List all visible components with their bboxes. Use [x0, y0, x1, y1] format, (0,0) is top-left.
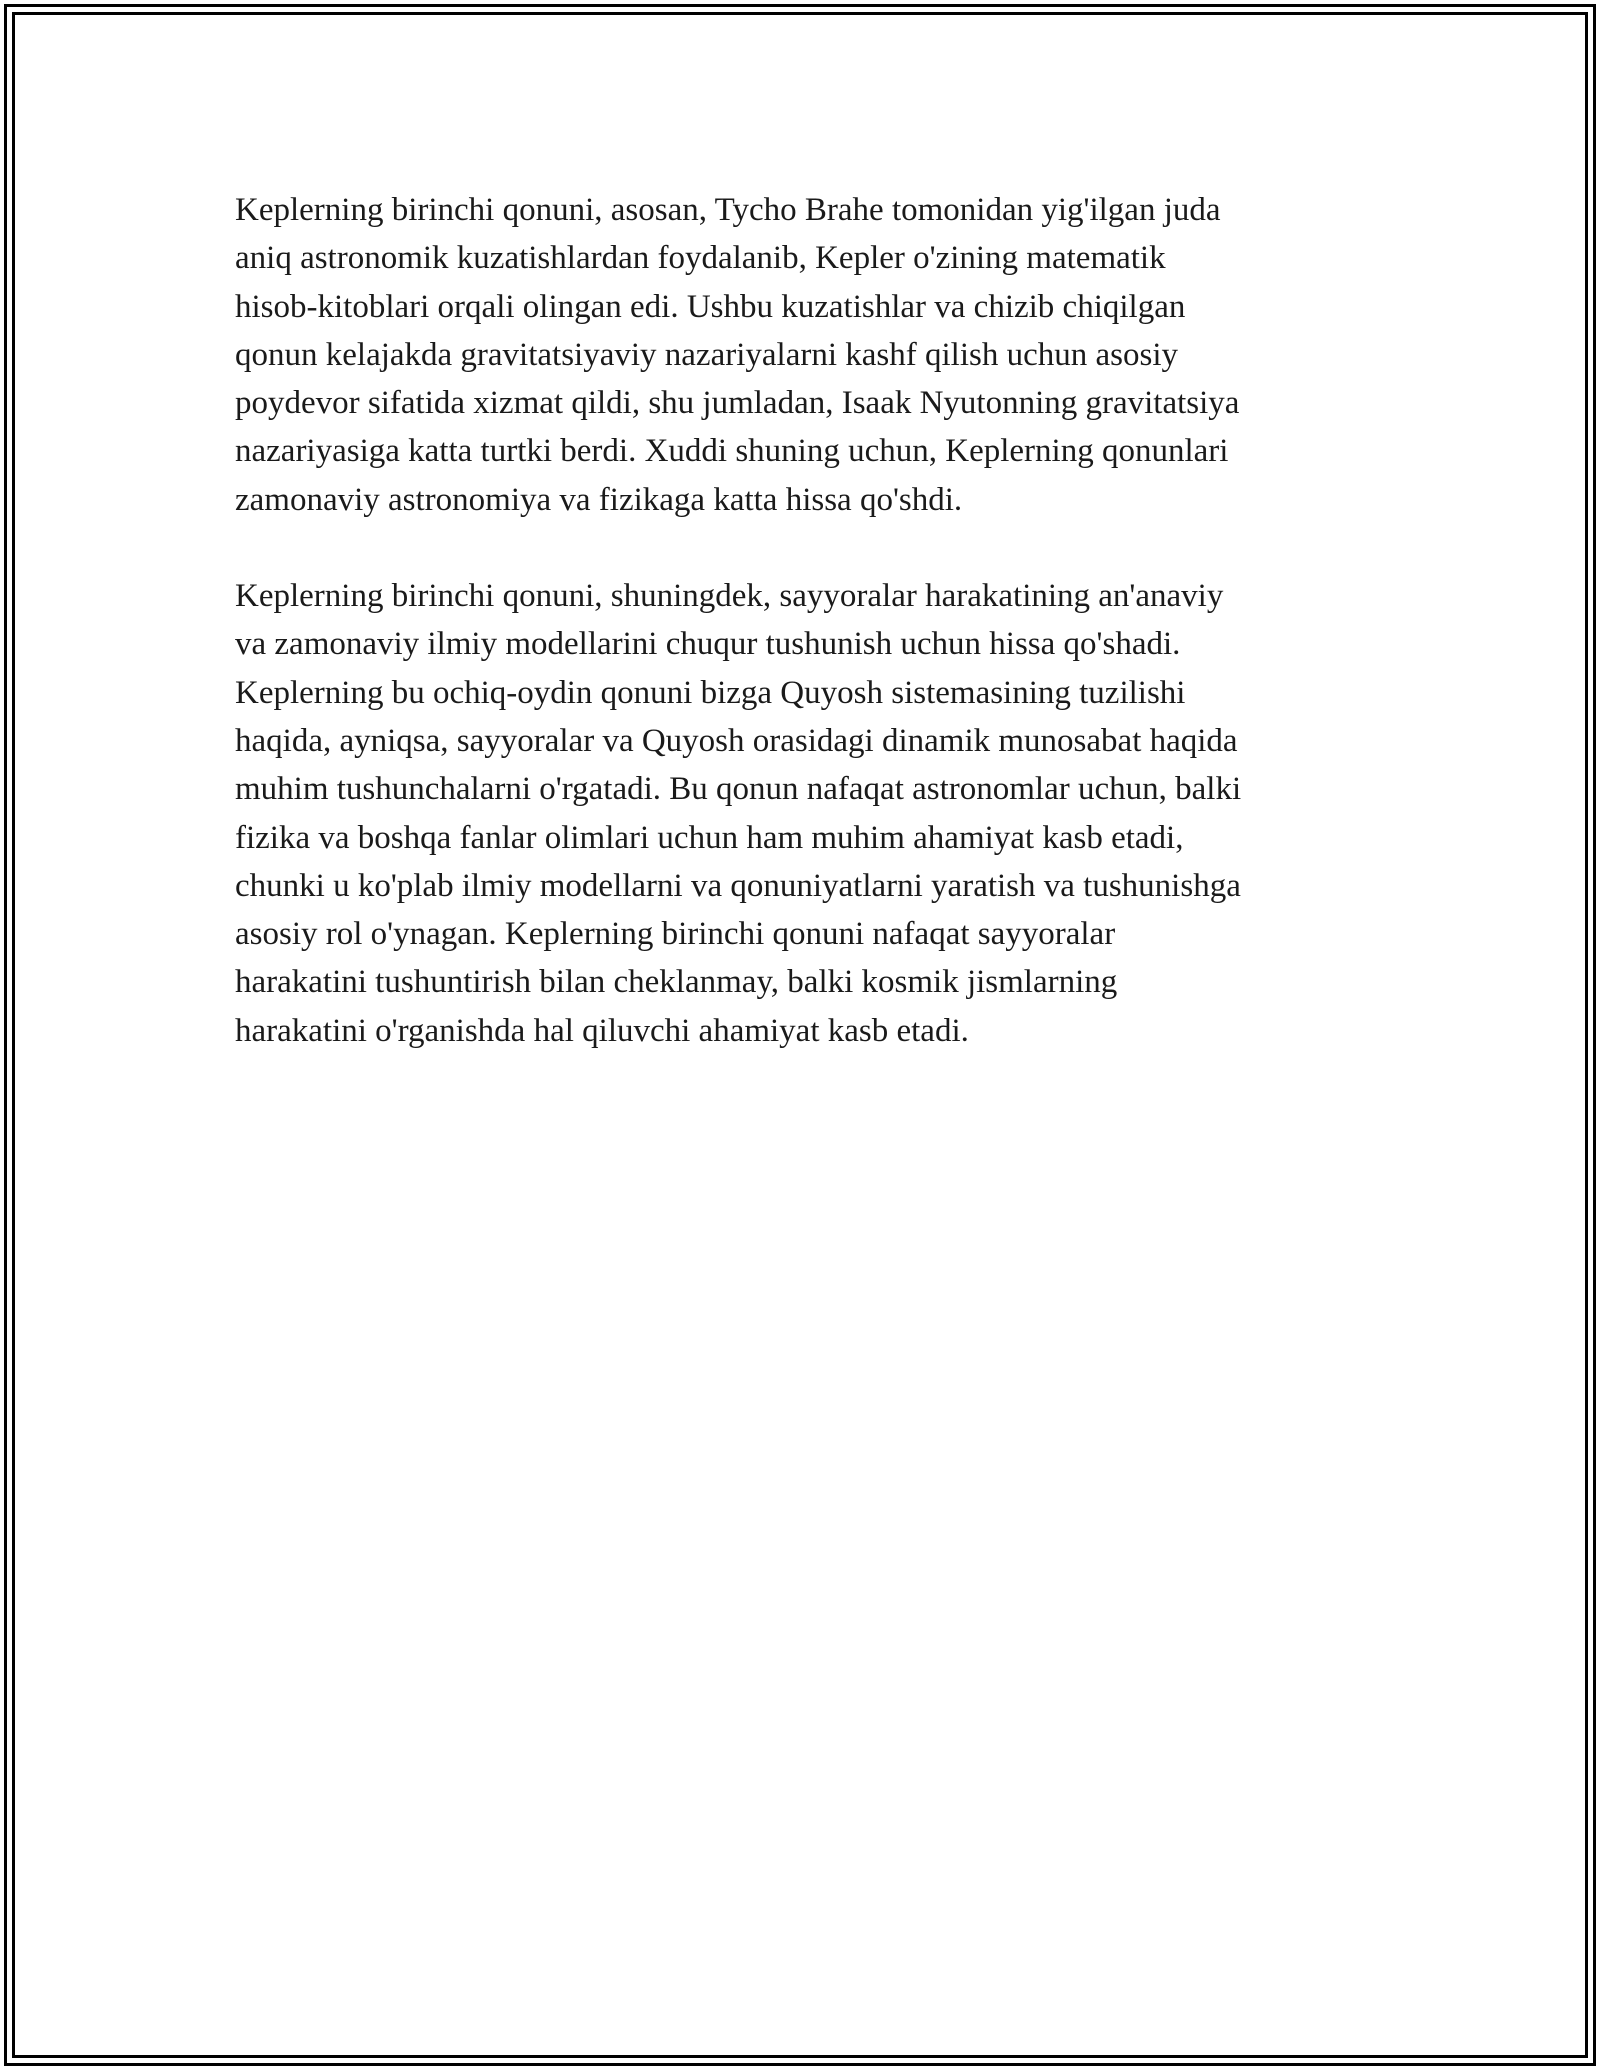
text-line: aniq astronomik kuzatishlardan foydalanib, Kepler o'zining matematik — [235, 240, 1166, 277]
text-line: qonun kelajakda gravitatsiyaviy nazariyalarni kashf qilish uchun asosiy — [235, 336, 1178, 373]
text-line: harakatini tushuntirish bilan cheklanmay, balki kosmik jismlarning — [235, 964, 1118, 1001]
text-line: harakatini o'rganishda hal qiluvchi ahamiyat kasb etadi. — [235, 1012, 969, 1049]
text-line: haqida, ayniqsa, sayyoralar va Quyosh orasidagi dinamik munosabat haqida — [235, 722, 1238, 759]
text-line: zamonaviy astronomiya va fizikaga katta hissa qo'shdi. — [235, 481, 963, 518]
text-line: Keplerning birinchi qonuni, shuningdek, sayyoralar harakatining an'anaviy — [235, 578, 1224, 615]
paragraph-2 — [235, 572, 1375, 1055]
text-line: hisob-kitoblari orqali olingan edi. Ushbu kuzatishlar va chizib chiqilgan — [235, 288, 1186, 325]
paragraph-1 — [235, 186, 1375, 524]
text-line: muhim tushunchalarni o'rgatadi. Bu qonun nafaqat astronomlar uchun, balki — [235, 771, 1242, 808]
text-line: Keplerning bu ochiq-oydin qonuni bizga Quyosh sistemasining tuzilishi — [235, 674, 1186, 711]
text-line: asosiy rol o'ynagan. Keplerning birinchi qonuni nafaqat sayyoralar — [235, 916, 1116, 953]
text-line: fizika va boshqa fanlar olimlari uchun ham muhim ahamiyat kasb etadi, — [235, 819, 1184, 856]
text-line: chunki u ko'plab ilmiy modellarni va qonuniyatlarni yaratish va tushunishga — [235, 867, 1241, 904]
text-line: poydevor sifatida xizmat qildi, shu jumladan, Isaak Nyutonning gravitatsiya — [235, 385, 1240, 422]
text-line: Keplerning birinchi qonuni, asosan, Tycho Brahe tomonidan yig'ilgan juda — [235, 192, 1221, 228]
text-line: nazariyasiga katta turtki berdi. Xuddi shuning uchun, Keplerning qonunlari — [235, 433, 1229, 470]
text-line: va zamonaviy ilmiy modellarini chuqur tushunish uchun hissa qo'shadi. — [235, 626, 1181, 663]
document-body — [235, 186, 1375, 1055]
